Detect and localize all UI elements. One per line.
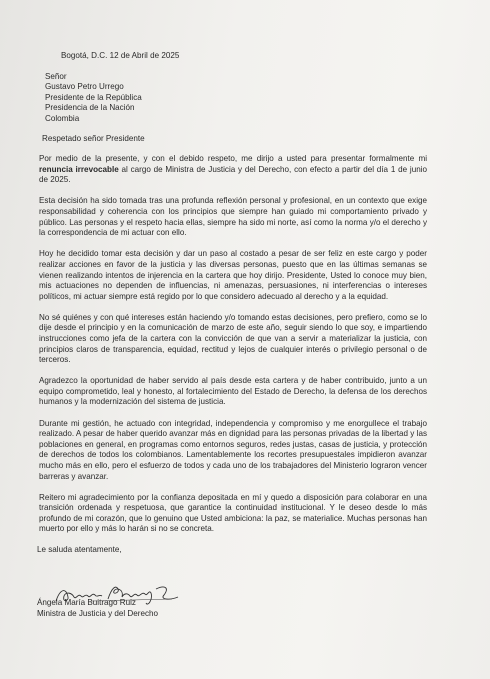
recipient-line: Señor <box>45 71 67 81</box>
recipient-line: Colombia <box>45 113 80 123</box>
salutation: Respetado señor Presidente <box>42 133 145 143</box>
paragraph-text: al cargo de Ministra de Justicia y del Derecho, con efecto a partir del día 1 de junio de 2025. <box>39 164 428 185</box>
paragraph-management: Durante mi gestión, he actuado con integridad, independencia y compromiso y me enorgullece el trabajo realizado. A pesar de haber querido avanzar más en dignidad para las personas privadas de la libertad y las poblaciones en general, en programas como entornos seguros, redes justas, casas de justicia, y protección de derechos de todos los colombianos. Lamentablemente los recortes presupuestales impidieron avanzar mucho más en ello, pero el esfuerzo de todos y cada uno de los trabajadores del Ministerio lograron vencer barreras y avanzar. <box>39 418 427 481</box>
recipient-line: Presidente de la República <box>45 92 142 102</box>
recipient-line: Presidencia de la Nación <box>45 103 135 113</box>
paragraph-principles: No sé quiénes y con qué intereses están haciendo y/o tomando estas decisiones, pero prefiero, como se lo dije desde el principio y en la comunicación de marzo de este año, seguir siendo lo que soy, e impartiendo instrucciones como jefa de la cartera con la convicción de que van a servir a materializar la justicia, con principios claros de transparencia, equidad, rectitud y lejos de cualquier interés o privilegio personal o de terceros. <box>39 312 427 365</box>
signer-block <box>37 597 158 619</box>
letter-date: Bogotá, D.C. 12 de Abril de 2025 <box>61 51 180 60</box>
letter-body <box>35 51 427 556</box>
paragraph-interference: Hoy he decidido tomar esta decisión y dar un paso al costado a pesar de ser feliz en este cargo y poder realizar acciones en favor de la justicia y las diversas personas, puesto que en las últimas semanas se vienen realizando intentos de injerencia en la cartera que hoy dirijo. Presidente, Usted lo conoce muy bien, mis actuaciones no dependen de influencias, ni amenazas, persuasiones, ni interferencias o intereses políticos, mi actuar siempre está regido por lo que considero adecuado al derecho y a la equidad. <box>39 249 427 301</box>
paragraph-transition: Reitero mi agradecimiento por la confianza depositada en mí y quedo a disposición para colaborar en una transición ordenada y respetuosa, que garantice la continuidad institucional. Y le deseo desde lo más profundo de mi corazón, que lo genuino que Usted ambiciona: la paz, se materialice. Muchas personas han muerto por ello y más lo harán si no se concreta. <box>39 492 427 534</box>
paragraph-resignation <box>39 154 427 186</box>
closing-line: Le saluda atentamente, <box>37 545 122 555</box>
signer-name: Ángela María Buitrago Ruiz <box>37 598 136 607</box>
paragraph-text: Por medio de la presente, y con el debido respeto, me dirijo a usted para presentar formalmente mi <box>39 154 427 164</box>
resignation-emphasis: renuncia irrevocable <box>39 164 119 174</box>
paragraph-decision: Esta decisión ha sido tomada tras una profunda reflexión personal y profesional, en un contexto que exige responsabilidad y coherencia con los principios que siempre han guiado mi comportamiento privado y público. Las personas y el respeto hacia ellas, siempre ha sido mi norte, así como la norma y/o el derecho y la correspondencia de mi actuar con ello. <box>39 196 427 238</box>
paragraph-gratitude: Agradezco la oportunidad de haber servido al país desde esta cartera y de haber contribuido, junto a un equipo comprometido, leal y honesto, al fortalecimiento del Estado de Derecho, la defensa de los derechos humanos y la modernización del sistema de justicia. <box>39 376 427 407</box>
recipient-line: Gustavo Petro Urrego <box>45 82 124 92</box>
signer-title: Ministra de Justicia y del Derecho <box>37 609 159 618</box>
recipient-block <box>45 72 427 125</box>
